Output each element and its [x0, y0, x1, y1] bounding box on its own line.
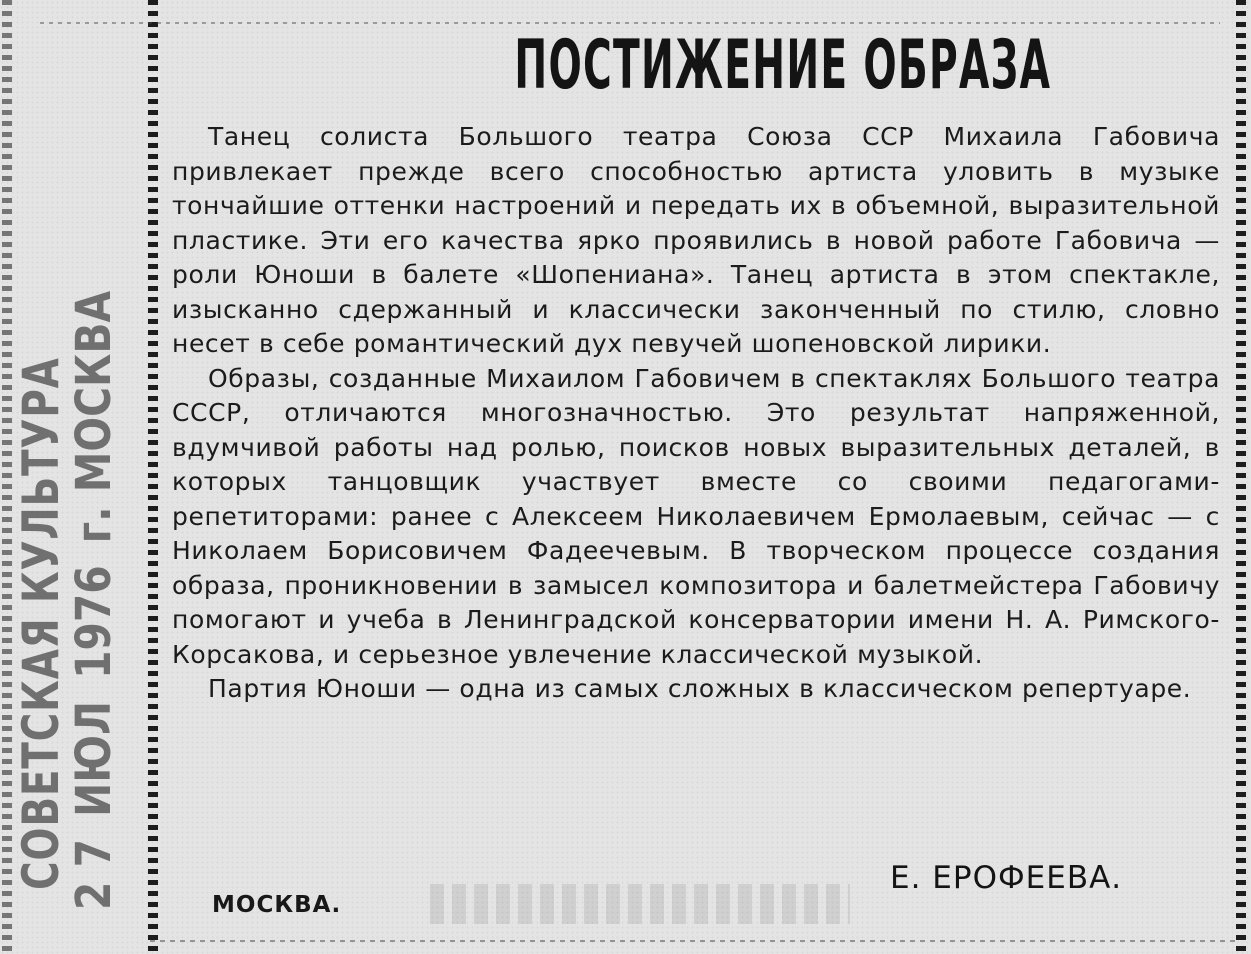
- date-stamp: [10, 50, 120, 910]
- paragraph-1: Танец солиста Большого театра Союза ССР Михаила Габовича привлекает прежде всего способностью артиста уловить в музыке тончайшие оттенки настроений и передать их в объемной, выразительной пластике. Эти его качества ярко проявились в новой работе Габовича — роли Юноши в балете «Шопениана». Танец артиста в этом спектакле, изысканно сдержанный и классически законченный по стилю, словно несет в себе романтический дух певучей шопеновской лирики.: [172, 122, 1220, 358]
- stamp-year: 1976: [66, 565, 122, 679]
- paragraph-3: Партия Юноши — одна из самых сложных в классическом репертуаре.: [208, 674, 1192, 703]
- paragraph-2: Образы, созданные Михаилом Габовичем в спектаклях Большого театра СССР, отличаются многозначностью. Это результат напряженной, вдумчивой работы над ролью, поисков новых выразительных деталей, в которых танцовщик участвует вместе со своими педагогами-репетиторами: ранее с Алексеем Николаевичем Ермолаевым, сейчас — с Николаем Борисовичем Фадеечевым. В творческом процессе создания образа, проникновении в замысел композитора и балетмейстера Габовичу помогают и учеба в Ленинградской консерватории имени Н. А. Римского-Корсакова, и серьезное увлечение классической музыкой.: [172, 363, 1220, 669]
- bottom-border: [150, 940, 1240, 942]
- show-through-print: [430, 884, 850, 924]
- stamp-month: ИЮЛ: [66, 700, 122, 817]
- top-border: [40, 22, 1220, 24]
- perforated-edge-right: [1236, 0, 1246, 954]
- author-signature: Е. ЕРОФЕЕВА.: [890, 860, 1123, 896]
- article-title: ПОСТИЖЕНИЕ ОБРАЗА: [514, 26, 1052, 105]
- stamp-date: [66, 179, 122, 910]
- stamp-newspaper-name: СОВЕТСКАЯ КУЛЬТУРА: [12, 357, 70, 890]
- stamp-city: г. МОСКВА: [66, 290, 122, 544]
- perforated-edge-left: [148, 0, 158, 954]
- dateline-city: МОСКВА.: [212, 892, 342, 918]
- stamp-day: 2 7: [66, 839, 122, 910]
- article-body: [172, 120, 1220, 707]
